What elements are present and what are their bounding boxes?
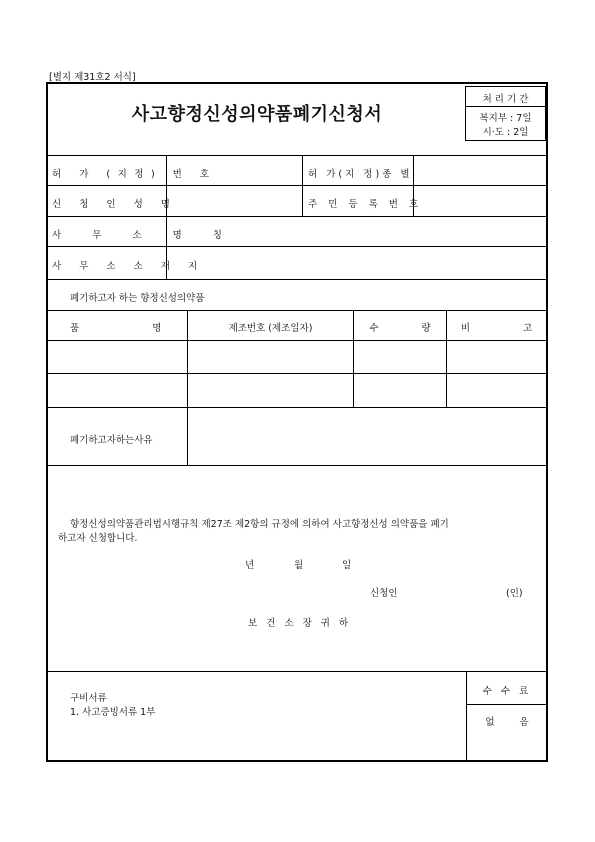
table-header-remarks-text: 비 고	[460, 323, 533, 334]
table-cell-item[interactable]	[48, 341, 186, 372]
applicant-name-label: 신 청 인 성 명	[52, 199, 178, 210]
attachments-label: 구비서류	[70, 693, 107, 704]
table-cell-quantity[interactable]	[354, 341, 446, 372]
table-row	[48, 374, 546, 406]
drugs-section-label: 폐기하고자 하는 향정신성의약품	[70, 293, 205, 304]
resident-number-field[interactable]	[414, 186, 546, 215]
office-address-label: 사 무 소 소 재 지	[52, 261, 205, 272]
fee-value-text: 없 음	[485, 717, 529, 728]
attachments-item: 1. 사고증빙서류 1부	[70, 707, 156, 718]
license-number-field[interactable]	[167, 156, 301, 184]
table-cell-batch[interactable]	[188, 341, 353, 372]
processing-period-ministry: 복지부 : 7일	[479, 113, 532, 124]
table-cell-remarks[interactable]	[447, 341, 546, 372]
table-cell-item[interactable]	[48, 374, 186, 406]
processing-period-province: 시·도 : 2일	[482, 127, 529, 138]
recipient-label: 보 건 소 장 귀 하	[248, 618, 352, 629]
page-title: 사고향정신성의약품폐기신청서	[131, 104, 383, 125]
table-cell-remarks[interactable]	[447, 374, 546, 406]
applicant-label: 신청인	[370, 588, 398, 599]
table-header-item-text: 품 명	[70, 323, 162, 334]
office-name-label: 사 무 소 명 칭	[52, 230, 236, 241]
table-cell-quantity[interactable]	[354, 374, 446, 406]
license-type-field[interactable]	[414, 156, 546, 184]
table-row	[48, 341, 546, 372]
table-header-quantity-text: 수 량	[369, 323, 431, 334]
table-header-batch: 제조번호 (제조일자)	[228, 323, 313, 334]
statement-line-1: 향정신성의약품관리법시행규칙 제27조 제2항의 규정에 의하여 사고향정신성 의약품을 폐기	[70, 519, 449, 530]
fee-value	[467, 714, 547, 728]
date-year-label: 년	[245, 560, 255, 571]
resident-number-label: 주 민 등 록 번 호	[308, 199, 423, 210]
table-header-remarks	[447, 320, 546, 334]
reason-label: 폐기하고자하는사유	[70, 435, 153, 446]
fee-header: 수 수 료	[482, 686, 532, 697]
table-header-item	[70, 320, 170, 334]
processing-period-header: 처 리 기 간	[482, 94, 529, 105]
office-address-field[interactable]	[167, 247, 546, 278]
form-number: [별지 제31호2 서식]	[49, 72, 136, 83]
office-name-field[interactable]	[167, 217, 546, 245]
reason-field[interactable]	[188, 408, 546, 464]
license-type-label: 허 가(지 정)종 별	[308, 169, 413, 180]
statement-line-2: 하고자 신청합니다.	[58, 533, 138, 544]
applicant-name-field[interactable]	[167, 186, 301, 215]
license-number-label: 허 가 (지정) 번 호	[52, 169, 217, 180]
table-cell-batch[interactable]	[188, 374, 353, 406]
date-day-label: 일	[342, 560, 352, 571]
table-header-quantity	[354, 320, 446, 334]
seal-label: (인)	[506, 588, 523, 599]
date-month-label: 월	[294, 560, 304, 571]
